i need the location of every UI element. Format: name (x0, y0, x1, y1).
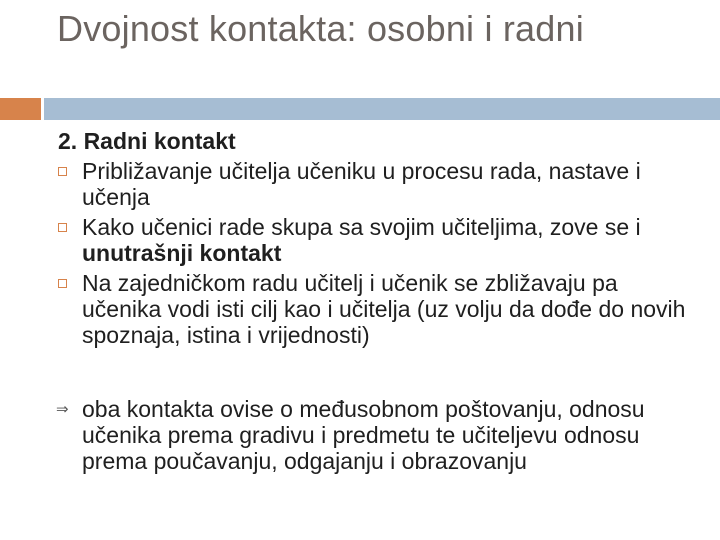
square-bullet-icon (58, 279, 67, 288)
section-heading: 2. Radni kontakt (58, 128, 236, 154)
double-arrow-icon: ⇒ (56, 400, 69, 418)
accent-bar-blue (44, 98, 720, 120)
bullet-item (58, 214, 703, 266)
conclusion-item (58, 396, 703, 474)
bullet-text: Kako učenici rade skupa sa svojim učiteljima, zove se i (82, 214, 641, 240)
accent-bar-orange (0, 98, 41, 120)
square-bullet-icon (58, 167, 67, 176)
bullet-text: Na zajedničkom radu učitelj i učenik se zbližavaju pa učenika vodi isti cilj kao i učitelja (uz volju da dođe do novih spoznaja, istina i vrijednosti) (82, 270, 686, 348)
bullet-list (58, 158, 703, 348)
bullet-item (58, 158, 703, 210)
bullet-emphasis: unutrašnji kontakt (82, 240, 282, 266)
square-bullet-icon (58, 223, 67, 232)
bullet-item (58, 270, 703, 348)
conclusion-text: oba kontakta ovise o međusobnom poštovanju, odnosu učenika prema gradivu i predmetu te učiteljevu odnosu prema poučavanju, odgajanju i obrazovanju (82, 396, 645, 474)
slide-title: Dvojnost kontakta: osobni i radni (57, 8, 584, 49)
bullet-text: Približavanje učitelja učeniku u procesu rada, nastave i učenja (82, 158, 641, 210)
slide-content (58, 124, 703, 352)
